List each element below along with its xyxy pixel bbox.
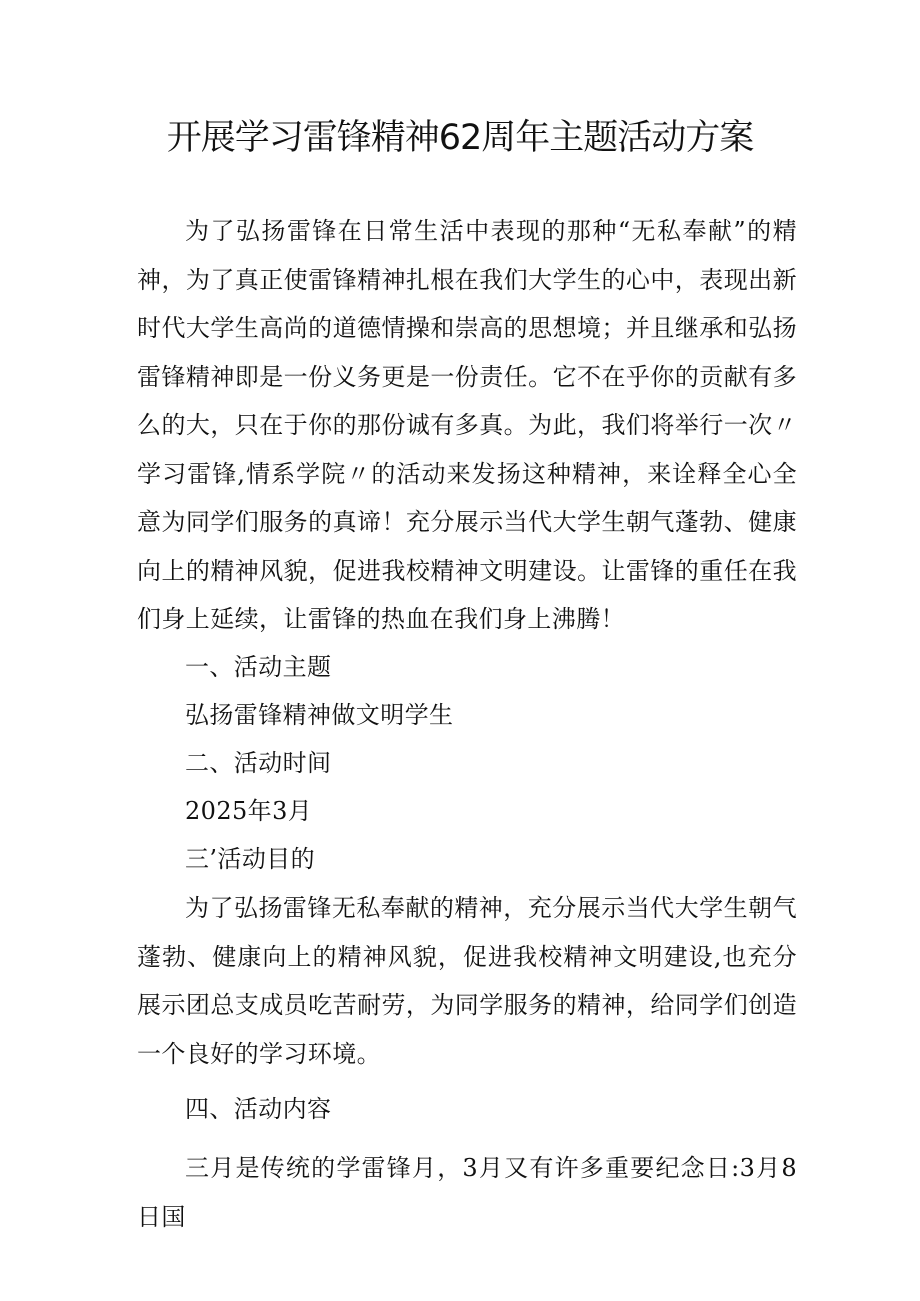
section-text-time: 2025年3月 (185, 797, 313, 825)
intro-paragraph: 为了弘扬雷锋在日常生活中表现的那种“无私奉献”的精神，为了真正使雷锋精神扎根在我们大学生的心中，表现出新时代大学生高尚的道德情操和崇高的思想境；并且继承和弘扬雷锋精神即是一份义务更是一份责任。它不在乎你的贡献有多么的大，只在于你的那份诚有多真。为此，我们将举行一次〃学习雷锋,情系学院〃的活动来发扬这种精神，来诠释全心全意为同学们服务的真谛！充分展示当代大学生朝气蓬勃、健康向上的精神风貌，促进我校精神文明建设。让雷锋的重任在我们身上延续，让雷锋的热血在我们身上沸腾！ (137, 217, 797, 633)
content-paragraph: 三月是传统的学雷锋月，3月又有许多重要纪念日:3月8日国 (137, 1154, 797, 1231)
section-text-theme: 弘扬雷锋精神做文明学生 (185, 701, 454, 729)
section-heading-purpose: 三’活动目的 (185, 845, 316, 873)
section-heading-theme: 一、活动主题 (185, 653, 332, 681)
section-heading-time: 二、活动时间 (185, 749, 332, 777)
document-title: 开展学习雷锋精神62周年主题活动方案 (166, 118, 754, 158)
purpose-paragraph: 为了弘扬雷锋无私奉献的精神，充分展示当代大学生朝气蓬勃、健康向上的精神风貌，促进我校精神文明建设,也充分展示团总支成员吃苦耐劳，为同学服务的精神，给同学们创造一个良好的学习环境。 (137, 894, 797, 1068)
section-heading-content: 四、活动内容 (185, 1095, 332, 1123)
